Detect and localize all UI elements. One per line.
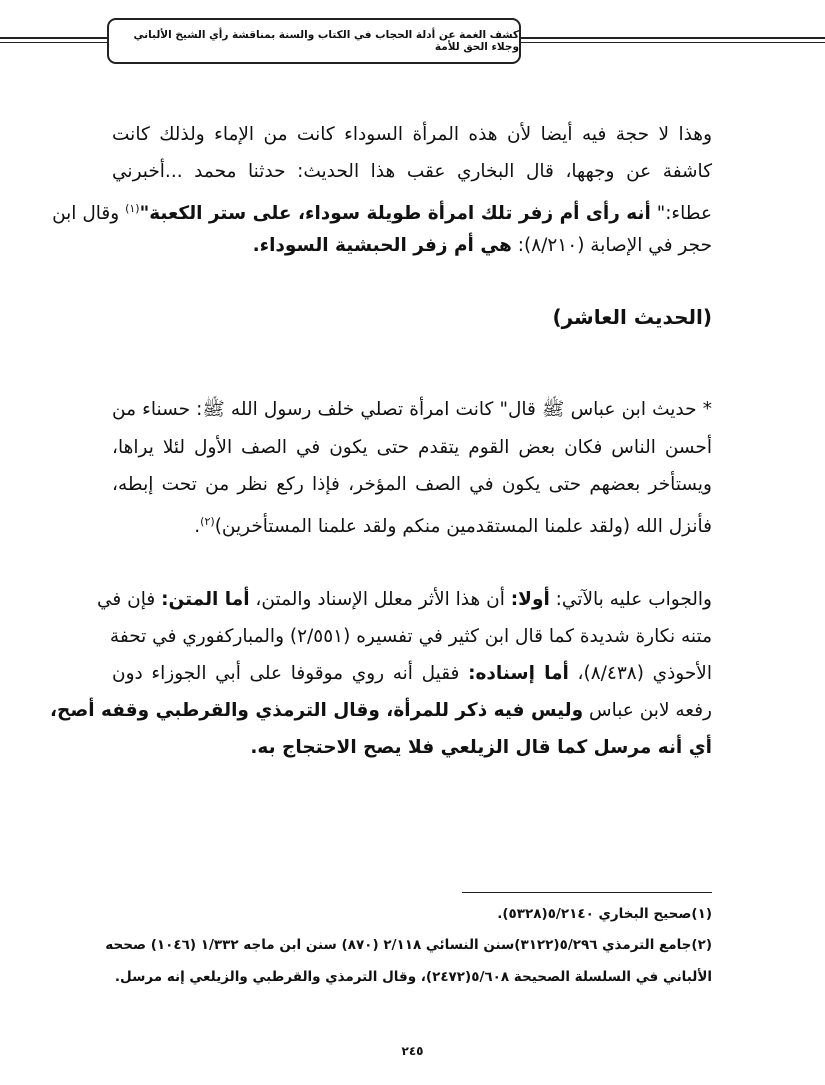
text: فأنزل الله (ولقد علمنا المستقدمين منكم ولقد علمنا المستأخرين) — [214, 516, 712, 538]
paragraph-line: كاشفة عن وجهها، قال البخاري عقب هذا الحديث: حدثنا محمد ...أخبرني — [112, 161, 712, 182]
bold-text: وليس فيه ذكر للمرأة، وقال الترمذي والقرطبي وقفه أصح، — [50, 700, 584, 721]
paragraph-line: متنه نكارة شديدة كما قال ابن كثير في تفسيره (٢/٥٥١) والمباركفوري في تحفة — [109, 626, 712, 647]
bold-text: أما المتن: — [161, 589, 250, 610]
footnote-ref: (١) — [125, 202, 140, 215]
bold-text: أما إسناده: — [468, 663, 569, 684]
paragraph-line — [112, 232, 712, 260]
footnote-separator — [462, 892, 712, 893]
header-title: كشف الغمة عن أدلة الحجاب في الكتاب والسنة بمناقشة رأي الشيخ الألباني وجلاء الحق للأمة — [133, 29, 519, 53]
running-header — [107, 18, 521, 64]
paragraph-line — [52, 195, 712, 228]
header-rule-left-thin — [0, 42, 110, 43]
text: حجر في الإصابة (٨/٢١٠): — [511, 235, 712, 256]
header-rule-right-thin — [515, 42, 825, 43]
text: أن هذا الأثر معلل الإسناد والمتن، — [249, 589, 511, 610]
paragraph-line — [112, 508, 712, 541]
page-number: ٢٤٥ — [401, 1044, 424, 1058]
paragraph-line: أحسن الناس فكان بعض القوم يتقدم حتى يكون في الصف الأول لئلا يراها، — [112, 437, 712, 458]
paragraph-line: أي أنه مرسل كما قال الزيلعي فلا يصح الاحتجاج به. — [250, 737, 712, 758]
section-heading: (الحديث العاشر) — [552, 305, 712, 329]
footnote: الألباني في السلسلة الصحيحة ٥/٦٠٨(٢٤٧٢)، وقال الترمذي والقرطبي والزيلعي إنه مرسل. — [114, 969, 712, 985]
paragraph-line: ويستأخر بعضهم حتى يكون في الصف المؤخر، فإذا ركع نظر من تحت إبطه، — [112, 474, 712, 495]
paragraph-line — [112, 660, 712, 688]
header-rule-left — [0, 37, 110, 39]
footnote: (١)صحيح البخاري ٥/٢١٤٠(٥٣٢٨). — [497, 906, 712, 922]
footnote-ref: (٢) — [200, 515, 215, 528]
footnote: (٢)جامع الترمذي ٥/٢٩٦(٣١٢٢)سنن النسائي ٢/١١٨ (٨٧٠) سنن ابن ماجه ١/٣٣٢ (١٠٤٦) صححه — [105, 937, 712, 953]
header-rule-right — [515, 37, 825, 39]
text: الأحوذي (٨/٤٣٨)، — [568, 663, 712, 684]
text: وقال ابن — [52, 203, 126, 225]
paragraph-line: * حديث ابن عباس ﷺ قال" كانت امرأة تصلي خلف رسول الله ﷺ: حسناء من — [112, 399, 712, 420]
paragraph-line — [50, 697, 712, 725]
text: . — [194, 516, 201, 538]
paragraph-line: وهذا لا حجة فيه أيضا لأن هذه المرأة السوداء كانت من الإماء ولذلك كانت — [112, 124, 712, 145]
text: والجواب عليه بالآتي: — [549, 589, 712, 610]
text: فإن في — [96, 589, 162, 610]
paragraph-line — [96, 586, 712, 614]
bold-text: أولا: — [510, 589, 550, 610]
text: فقيل أنه روي موقوفا على أبي الجوزاء دون — [112, 663, 469, 684]
text: عطاء:" — [650, 203, 712, 225]
text: رفعه لابن عباس — [583, 700, 712, 721]
bold-quote: أنه رأى أم زفر تلك امرأة طويلة سوداء، على ستر الكعبة" — [139, 203, 651, 225]
bold-text: هي أم زفر الحبشية السوداء. — [252, 235, 512, 256]
